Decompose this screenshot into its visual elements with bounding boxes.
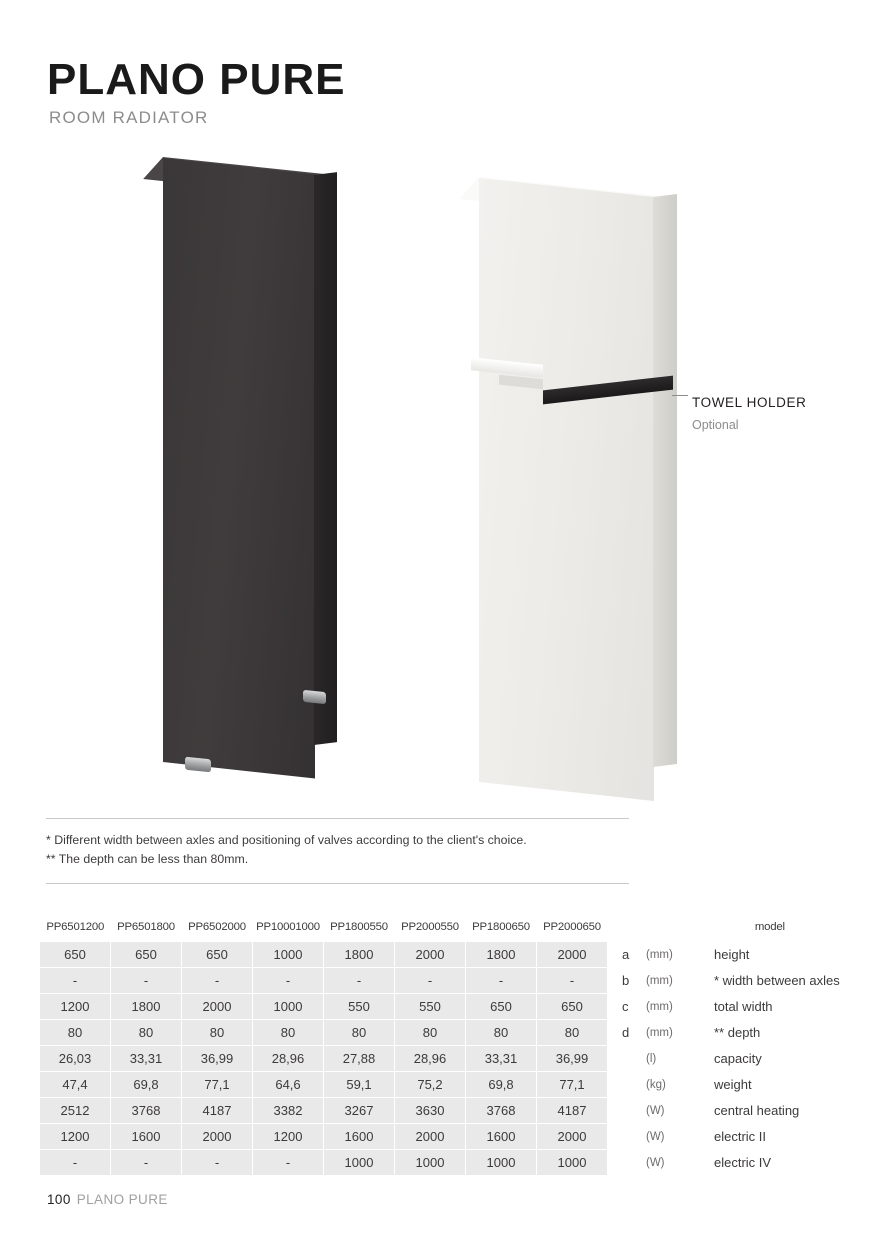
row-label: weight	[714, 1077, 752, 1092]
dark-radiator-side-face	[314, 172, 337, 745]
table-cell: 1800	[111, 994, 182, 1020]
table-cell: 1200	[40, 1124, 111, 1150]
row-unit: (W)	[646, 1130, 665, 1143]
table-cell: 650	[182, 942, 253, 968]
row-label: capacity	[714, 1051, 762, 1066]
table-row	[40, 1020, 840, 1046]
page-title: PLANO PURE	[47, 55, 346, 104]
page-header	[47, 55, 346, 128]
row-code: b	[622, 973, 630, 988]
table-cell: -	[111, 968, 182, 994]
page-number: 100	[47, 1192, 71, 1207]
table-cell: 2000	[395, 942, 466, 968]
table-cell: 1600	[111, 1124, 182, 1150]
table-cell: 28,96	[253, 1046, 324, 1072]
table-cell: 650	[466, 994, 537, 1020]
row-unit: (W)	[646, 1104, 665, 1117]
dark-radiator-valve-left	[185, 757, 211, 773]
table-cell: 1600	[324, 1124, 395, 1150]
white-radiator-side-face	[653, 194, 677, 767]
table-cell: 4187	[537, 1098, 608, 1124]
table-cell: -	[537, 968, 608, 994]
table-cell: 75,2	[395, 1072, 466, 1098]
note-item: ** The depth can be less than 80mm.	[46, 852, 249, 867]
table-cell: 1600	[466, 1124, 537, 1150]
column-header-model: PP2000550	[401, 921, 459, 933]
table-cell: 80	[40, 1020, 111, 1046]
column-header-unit-spacer	[646, 912, 700, 942]
row-code: a	[622, 947, 630, 963]
table-cell: 550	[324, 994, 395, 1020]
table-row	[40, 1046, 840, 1072]
row-label: height	[714, 947, 750, 963]
row-unit: (mm)	[646, 1026, 673, 1039]
callout-title: TOWEL HOLDER	[692, 395, 807, 410]
row-label: ** depth	[714, 1025, 761, 1040]
table-cell: 3768	[466, 1098, 537, 1124]
table-cell: 1000	[466, 1150, 537, 1176]
table-cell: 1000	[395, 1150, 466, 1176]
table-cell: 69,8	[466, 1072, 537, 1098]
table-cell: 3267	[324, 1098, 395, 1124]
table-cell: 1000	[253, 994, 324, 1020]
table-cell: 80	[182, 1020, 253, 1046]
table-cell: -	[395, 968, 466, 994]
row-label: electric II	[714, 1129, 767, 1144]
page-footer	[47, 1192, 168, 1207]
table-cell: 33,31	[111, 1046, 182, 1072]
table-cell: 80	[253, 1020, 324, 1046]
row-unit: (mm)	[646, 974, 673, 987]
table-row	[40, 1150, 840, 1176]
table-cell: 80	[537, 1020, 608, 1046]
table-cell: 27,88	[324, 1046, 395, 1072]
table-row	[40, 942, 840, 968]
callout-leader-line	[672, 395, 688, 396]
row-unit: (mm)	[646, 1000, 673, 1013]
row-code	[608, 1124, 647, 1150]
row-unit: (kg)	[646, 1078, 666, 1091]
table-cell: 1000	[537, 1150, 608, 1176]
table-cell: -	[253, 968, 324, 994]
table-cell: 2512	[40, 1098, 111, 1124]
table-cell: 1000	[324, 1150, 395, 1176]
footer-product-name: PLANO PURE	[76, 1192, 168, 1207]
table-cell: -	[182, 968, 253, 994]
row-unit: (mm)	[646, 948, 673, 961]
table-cell: 2000	[182, 1124, 253, 1150]
table-row	[40, 968, 840, 994]
table-cell: 36,99	[537, 1046, 608, 1072]
table-header-row	[40, 912, 840, 942]
table-cell: 77,1	[182, 1072, 253, 1098]
table-cell: 47,4	[40, 1072, 111, 1098]
table-row	[40, 1098, 840, 1124]
table-cell: -	[324, 968, 395, 994]
table-cell: 33,31	[466, 1046, 537, 1072]
column-header-model: PP1800550	[330, 921, 388, 933]
table-cell: 4187	[182, 1098, 253, 1124]
table-cell: 80	[395, 1020, 466, 1046]
table-cell: 650	[111, 942, 182, 968]
page-subtitle: ROOM RADIATOR	[49, 108, 209, 127]
row-label: * width between axles	[714, 973, 840, 988]
table-row	[40, 1124, 840, 1150]
white-radiator-front-face	[479, 178, 654, 801]
row-code: c	[622, 999, 629, 1014]
table-cell: 59,1	[324, 1072, 395, 1098]
table-cell: -	[466, 968, 537, 994]
column-header-model: PP6502000	[188, 921, 246, 933]
callout-subtitle: Optional	[692, 418, 739, 432]
table-cell: 80	[324, 1020, 395, 1046]
table-cell: 77,1	[537, 1072, 608, 1098]
row-unit: (l)	[646, 1052, 657, 1065]
row-label: central heating	[714, 1103, 800, 1118]
table-cell: 550	[395, 994, 466, 1020]
table-body	[40, 942, 840, 1176]
table-row	[40, 994, 840, 1020]
table-cell: 80	[111, 1020, 182, 1046]
table-cell: -	[182, 1150, 253, 1176]
table-head	[40, 912, 840, 942]
column-header-code-spacer	[608, 912, 647, 942]
table-cell: 1200	[253, 1124, 324, 1150]
column-header-model: PP2000650	[543, 921, 601, 933]
notes-body	[46, 819, 629, 883]
column-header-model: PP1800650	[472, 921, 530, 933]
specifications-table	[40, 912, 840, 1176]
table-cell: 36,99	[182, 1046, 253, 1072]
table-cell: -	[253, 1150, 324, 1176]
notes-block	[46, 818, 629, 884]
table-row	[40, 1072, 840, 1098]
table-cell: -	[40, 968, 111, 994]
row-code	[608, 1150, 647, 1176]
row-label: electric IV	[714, 1155, 772, 1170]
column-header-model: PP10001000	[256, 921, 320, 933]
table-cell: 1000	[253, 942, 324, 968]
row-code	[608, 1046, 647, 1072]
table-cell: 2000	[182, 994, 253, 1020]
table-cell: 26,03	[40, 1046, 111, 1072]
note-item: * Different width between axles and positioning of valves according to the client's choice.	[46, 833, 527, 847]
table-cell: -	[40, 1150, 111, 1176]
row-label: total width	[714, 999, 773, 1014]
column-header-model: PP6501800	[117, 921, 175, 933]
towel-holder-callout	[692, 395, 806, 432]
table-cell: 64,6	[253, 1072, 324, 1098]
table-cell: 3630	[395, 1098, 466, 1124]
product-illustration	[0, 145, 875, 795]
table-cell: 3382	[253, 1098, 324, 1124]
table-cell: 28,96	[395, 1046, 466, 1072]
table-cell: 650	[537, 994, 608, 1020]
notes-bottom-divider	[46, 883, 629, 884]
row-unit: (W)	[646, 1156, 665, 1169]
table-cell: 2000	[537, 1124, 608, 1150]
table-cell: 2000	[537, 942, 608, 968]
row-code	[608, 1072, 647, 1098]
table-cell: 650	[40, 942, 111, 968]
table-cell: -	[111, 1150, 182, 1176]
table-cell: 80	[466, 1020, 537, 1046]
table-cell: 1800	[466, 942, 537, 968]
dark-radiator-valve-right	[303, 690, 326, 704]
dark-radiator-front-face	[163, 158, 315, 779]
table-cell: 69,8	[111, 1072, 182, 1098]
table-cell: 1200	[40, 994, 111, 1020]
table-cell: 1800	[324, 942, 395, 968]
table-cell: 3768	[111, 1098, 182, 1124]
row-code: d	[622, 1025, 630, 1040]
column-header-model: PP6501200	[46, 921, 105, 933]
column-header-attribute: model	[754, 921, 785, 933]
table-cell: 2000	[395, 1124, 466, 1150]
row-code	[608, 1098, 647, 1124]
